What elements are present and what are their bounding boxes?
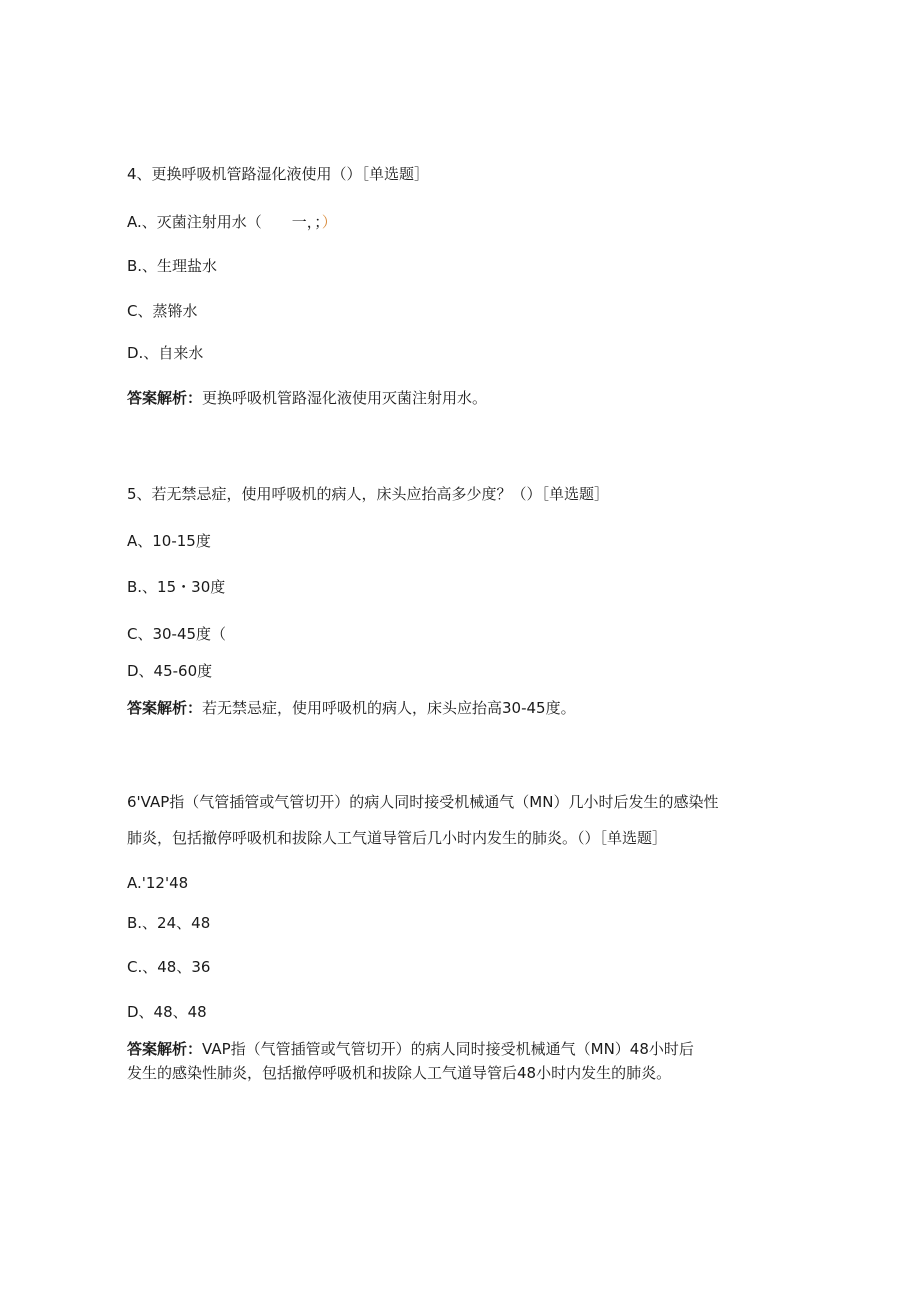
question-4-answer xyxy=(127,388,487,408)
question-5-option-d[interactable]: D、45-60度 xyxy=(127,662,213,680)
question-4-option-a[interactable] xyxy=(127,212,337,232)
question-5-option-a[interactable]: A、10-15度 xyxy=(127,532,211,550)
answer-label: 答案解析： xyxy=(127,699,203,717)
question-6-stem-line-1: 6'VAP指（气管插管或气管切开）的病人同时接受机械通气（MN）几小时后发生的感染性 xyxy=(127,793,719,811)
question-4-option-c[interactable]: C、蒸锵水 xyxy=(127,302,198,320)
question-5-option-c[interactable]: C、30-45度（ xyxy=(127,625,227,643)
option-text: A.、灭菌注射用水（ 一，； xyxy=(127,213,322,231)
question-6-stem-line-2: 肺炎，包括撤停呼吸机和拔除人工气道导管后几小时内发生的肺炎。（）［单选题］ xyxy=(127,829,668,847)
question-4-stem: 4、更换呼吸机管路湿化液使用（）［单选题］ xyxy=(127,165,430,183)
question-6-option-d[interactable]: D、48、48 xyxy=(127,1003,207,1021)
answer-text: VAP指（气管插管或气管切开）的病人同时接受机械通气（MN）48小时后 xyxy=(202,1040,694,1058)
option-mark: ） xyxy=(321,213,337,231)
answer-text: 若无禁忌症，使用呼吸机的病人，床头应抬高30-45度。 xyxy=(202,699,576,717)
question-4-option-b[interactable]: B.、生理盐水 xyxy=(127,257,218,275)
answer-label: 答案解析： xyxy=(127,389,203,407)
question-6-answer-line-1 xyxy=(127,1039,694,1059)
question-6-answer-line-2: 发生的感染性肺炎，包括撤停呼吸机和拔除人工气道导管后48小时内发生的肺炎。 xyxy=(127,1064,672,1082)
question-6-option-b[interactable]: B.、24、48 xyxy=(127,914,211,932)
question-4-option-d[interactable]: D.、自来水 xyxy=(127,344,204,362)
answer-label: 答案解析： xyxy=(127,1040,203,1058)
answer-text: 更换呼吸机管路湿化液使用灭菌注射用水。 xyxy=(202,389,488,407)
question-6-option-c[interactable]: C.、48、36 xyxy=(127,958,211,976)
question-5-stem: 5、若无禁忌症，使用呼吸机的病人，床头应抬高多少度？（）［单选题］ xyxy=(127,485,610,503)
question-5-option-b[interactable]: B.、15・30度 xyxy=(127,578,226,596)
question-6-option-a[interactable]: A.'12'48 xyxy=(127,874,189,892)
question-5-answer xyxy=(127,698,576,718)
